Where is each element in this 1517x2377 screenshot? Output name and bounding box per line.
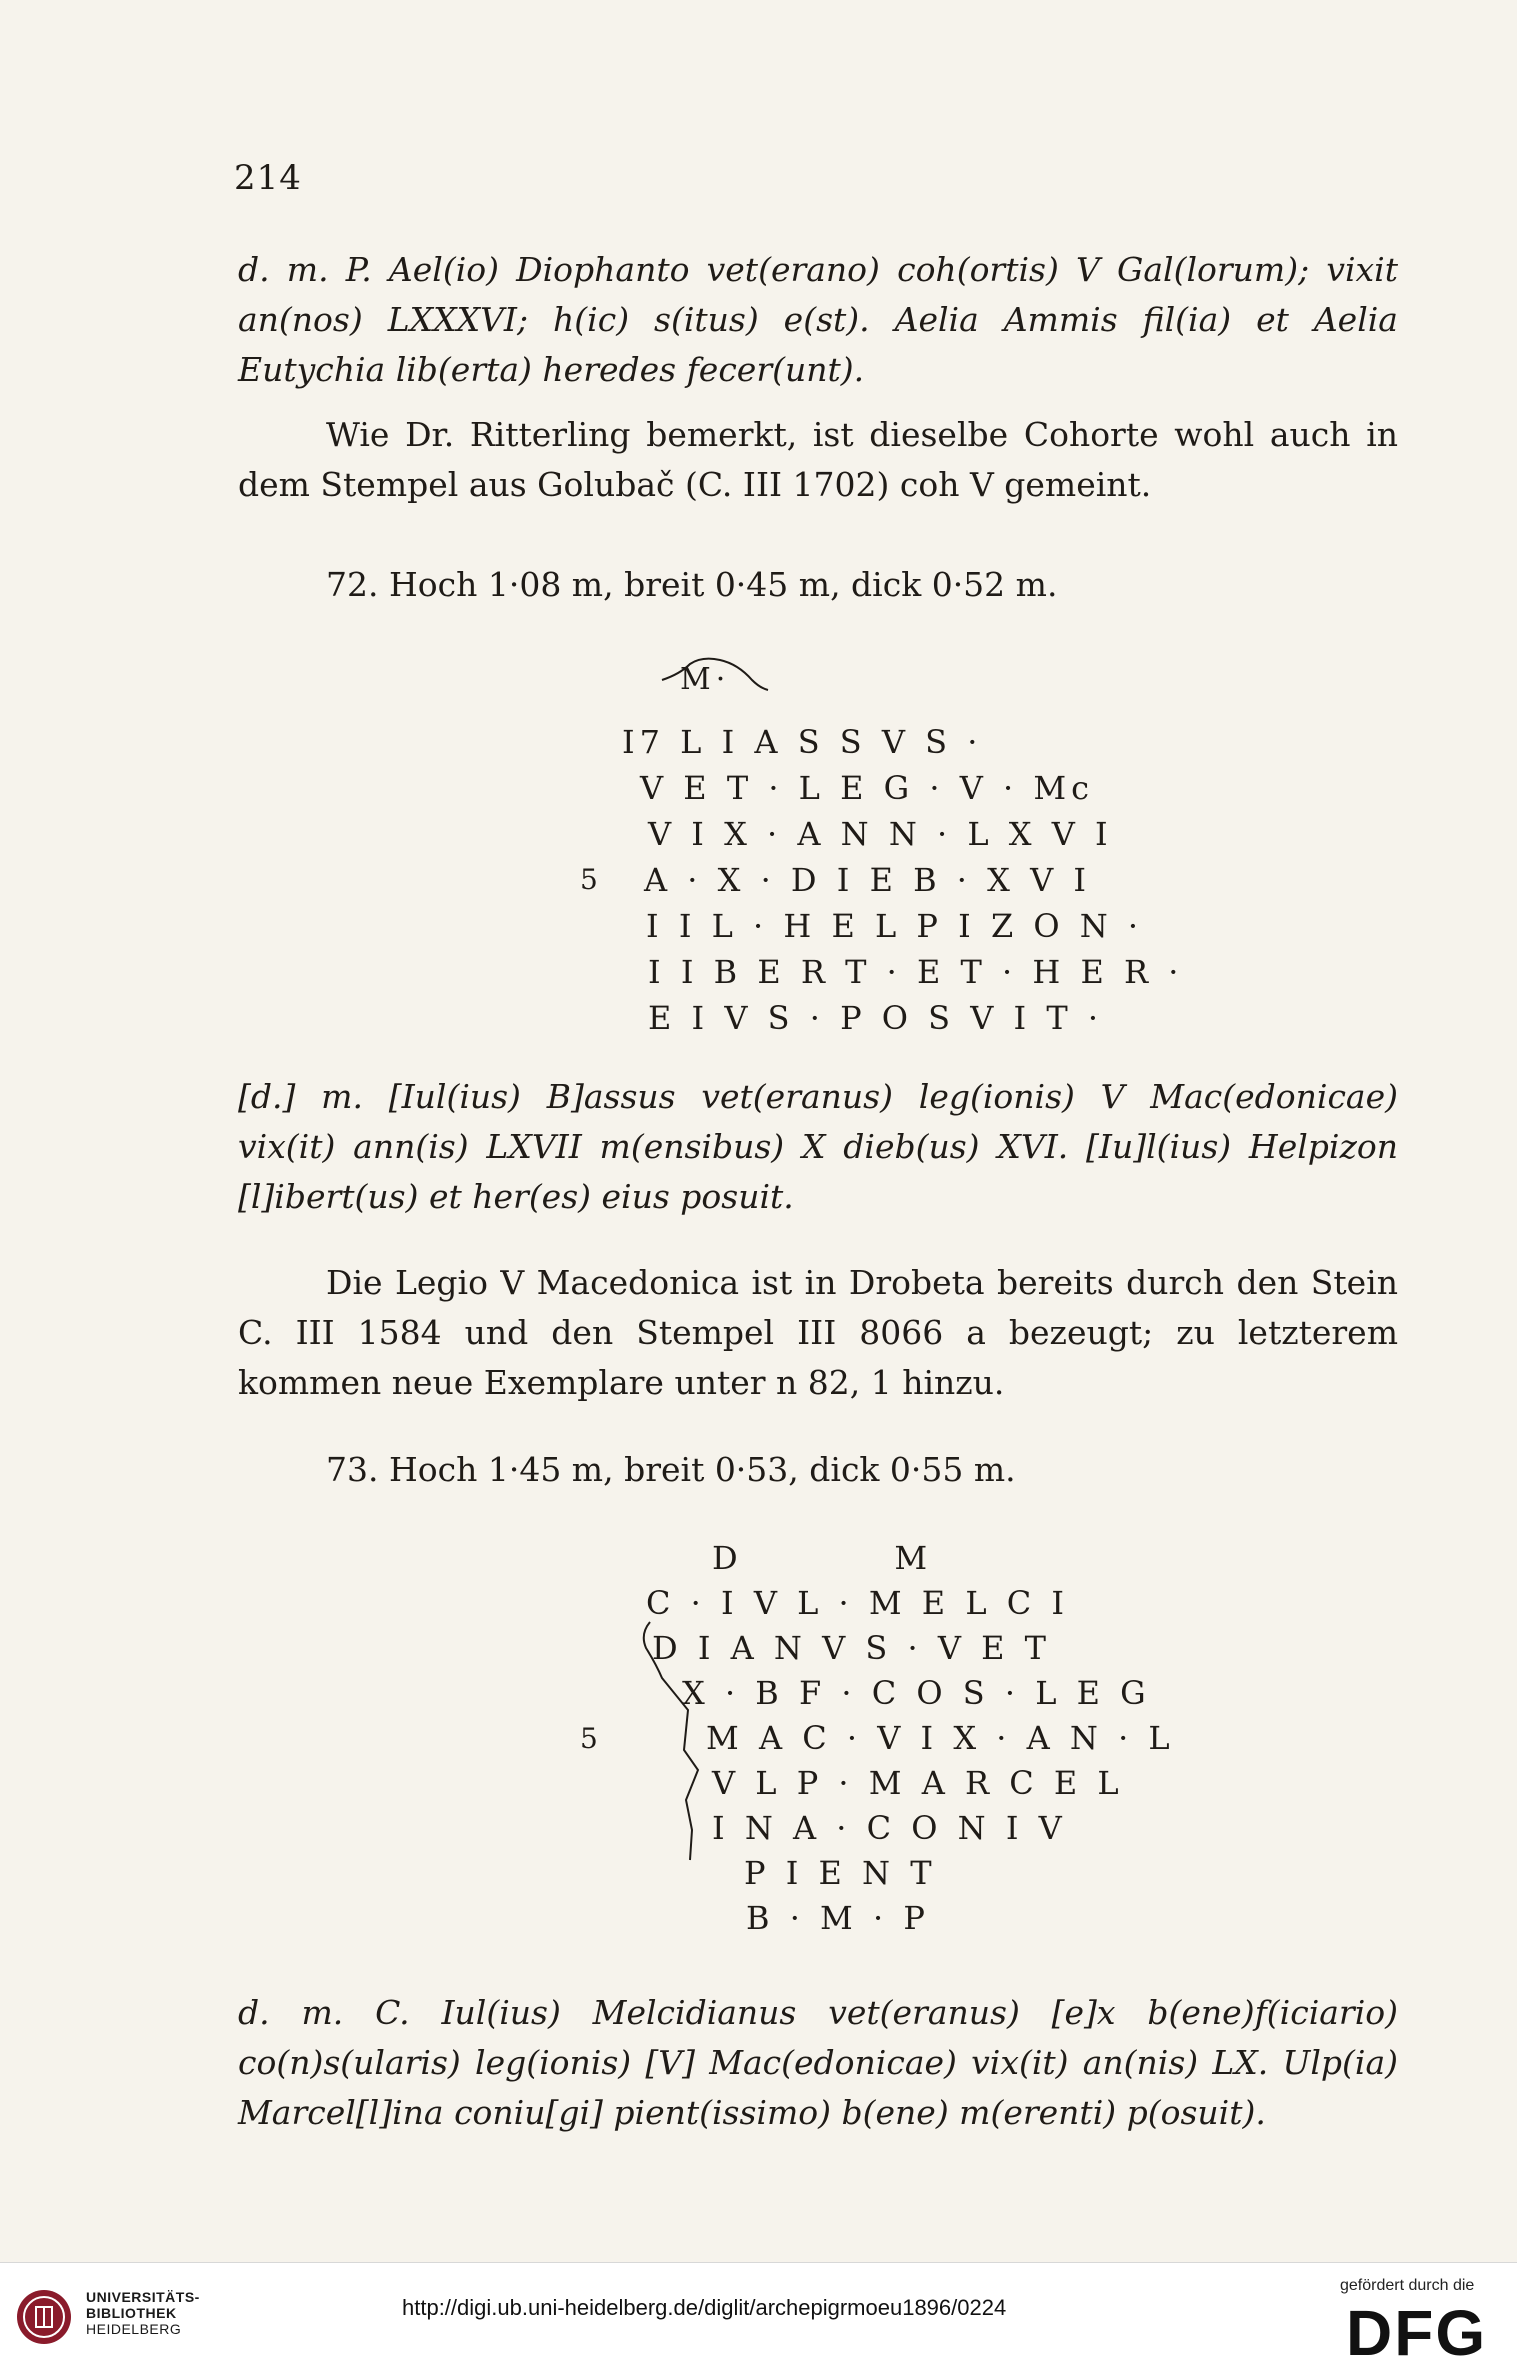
- line-number: 5: [580, 863, 598, 896]
- inscription-line: I I L · H E L P I Z O N ·: [646, 907, 1144, 945]
- inscription-line: P I E N T: [744, 1854, 937, 1892]
- funded-by-label: gefördert durch die: [1340, 2277, 1475, 2294]
- inscription-line: V I X · A N N · L X V I: [648, 815, 1113, 853]
- inscription-line: I N A · C O N I V: [712, 1809, 1067, 1847]
- library-name-line: UNIVERSITÄTS-: [86, 2289, 200, 2305]
- inscription-73-heading: 73. Hoch 1·45 m, breit 0·53, dick 0·55 m.: [326, 1450, 1016, 1489]
- commentary-paragraph-2: Die Legio V Macedonica ist in Drobeta bereits durch den Stein C. III 1584 und den Stempel III 8066 a bezeugt; zu letzterem kommen neue Exemplare unter n 82, 1 hinzu.: [238, 1263, 1398, 1402]
- inscription-line: C · I V L · M E L C I: [646, 1584, 1070, 1622]
- broken-top-edge-icon: [660, 650, 770, 696]
- transcription-73: d. m. C. Iul(ius) Melcidianus vet(eranus) [e]x b(ene)f(iciario) co(n)s(ularis) leg(ionis) [V] Mac(edonicae) vix(it) an(nis) LX. Ulp(ia) Marcel[l]ina coniu[gi] pient(issimo) b(ene) m(erenti) p(osuit).: [238, 1993, 1398, 2132]
- page-number: 214: [234, 158, 302, 198]
- inscription-line: D M: [712, 1539, 933, 1577]
- inscription-line: D I A N V S · V E T: [652, 1629, 1051, 1667]
- inscription-line: A · X · D I E B · X V I: [644, 861, 1091, 899]
- university-seal-icon: [14, 2287, 74, 2347]
- inscription-line: M·: [680, 662, 731, 697]
- dfg-logo: DFG: [1346, 2297, 1488, 2369]
- library-name-line: HEIDELBERG: [86, 2321, 182, 2337]
- stone-break-line-icon: [636, 1620, 716, 1880]
- inscription-line: V E T · L E G · V · Mc: [640, 769, 1095, 807]
- inscription-line: M A C · V I X · A N · L: [706, 1719, 1175, 1757]
- inscription-line: V L P · M A R C E L: [712, 1764, 1124, 1802]
- inscription-line: E I V S · P O S V I T ·: [648, 999, 1104, 1037]
- inscription-72-heading: 72. Hoch 1·08 m, breit 0·45 m, dick 0·52 m.: [326, 565, 1058, 604]
- line-number: 5: [580, 1722, 598, 1755]
- library-name-line: BIBLIOTHEK: [86, 2305, 177, 2321]
- transcription-70: d. m. P. Ael(io) Diophanto vet(erano) coh(ortis) V Gal(lorum); vixit an(nos) LXXXVI; h(ic) s(itus) e(st). Aelia Ammis fil(ia) et Aelia Eutychia lib(erta) heredes fecer(unt).: [238, 250, 1398, 389]
- permalink[interactable]: http://digi.ub.uni-heidelberg.de/diglit/archepigrmoeu1896/0224: [402, 2295, 1007, 2320]
- footer-bar: [0, 2262, 1517, 2377]
- inscription-line: B · M · P: [746, 1899, 930, 1937]
- inscription-line: X · B F · C O S · L E G: [682, 1674, 1151, 1712]
- inscription-line: I I B E R T · E T · H E R ·: [648, 953, 1184, 991]
- transcription-72: [d.] m. [Iul(ius) B]assus vet(eranus) leg(ionis) V Mac(edonicae) vix(it) ann(is) LXVII m(ensibus) X dieb(us) XVI. [Iu]l(ius) Helpizon [l]ibert(us) et her(es) eius posuit.: [238, 1077, 1398, 1216]
- library-name: [86, 2289, 200, 2337]
- inscription-line: I7 L I A S S V S ·: [622, 723, 983, 761]
- commentary-paragraph-1: Wie Dr. Ritterling bemerkt, ist dieselbe Cohorte wohl auch in dem Stempel aus Golubač (C. III 1702) coh V gemeint.: [238, 415, 1398, 504]
